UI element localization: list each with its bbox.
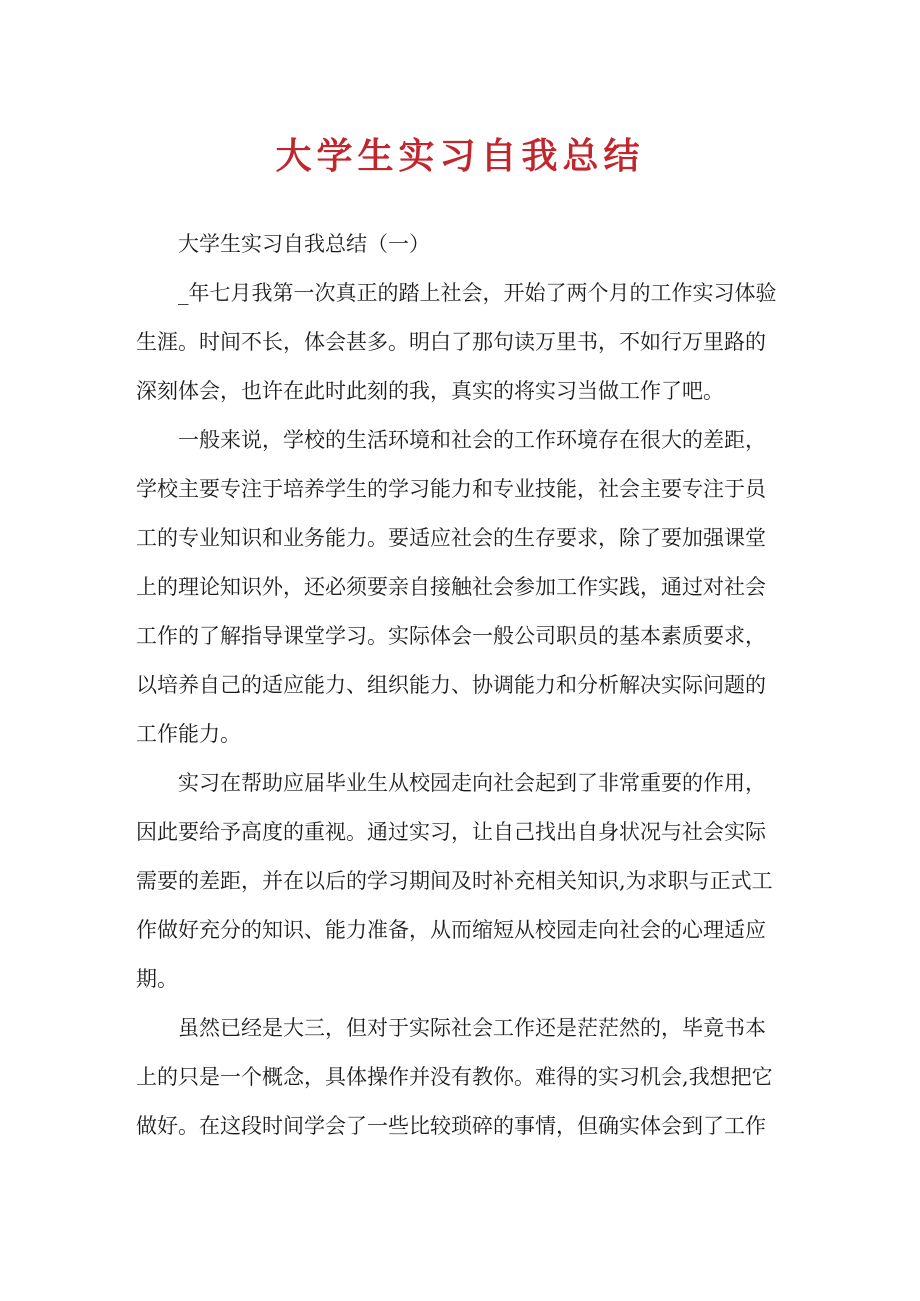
paragraph-line: 做好。在这段时间学会了一些比较琐碎的事情，但确实体会到了工作 xyxy=(136,1114,766,1138)
paragraph-line: 一般来说，学校的生活环境和社会的工作环境存在很大的差距， xyxy=(178,428,766,452)
paragraph-line: 学校主要专注于培养学生的学习能力和专业技能，社会主要专注于员 xyxy=(136,477,766,501)
paragraph-line: 上的理论知识外，还必须要亲自接触社会参加工作实践，通过对社会 xyxy=(136,575,766,599)
paragraph-line: 因此要给予高度的重视。通过实习，让自己找出自身状况与社会实际 xyxy=(136,820,766,844)
paragraph-3 xyxy=(136,759,792,1004)
paragraph-1 xyxy=(136,269,792,416)
paragraph-line: 深刻体会，也许在此时此刻的我，真实的将实习当做工作了吧。 xyxy=(136,379,724,403)
paragraph-line: 上的只是一个概念，具体操作并没有教你。难得的实习机会,我想把它 xyxy=(136,1065,773,1089)
section-heading: 大学生实习自我总结（一） xyxy=(178,232,430,256)
paragraph-line: 生涯。时间不长，体会甚多。明白了那句读万里书，不如行万里路的 xyxy=(136,330,766,354)
paragraph-line: 工的专业知识和业务能力。要适应社会的生存要求，除了要加强课堂 xyxy=(136,526,766,550)
paragraph-line: 需要的差距，并在以后的学习期间及时补充相关知识,为求职与正式工 xyxy=(136,869,773,893)
paragraph-line: 工作能力。 xyxy=(136,722,241,746)
paragraph-line: 作做好充分的知识、能力准备，从而缩短从校园走向社会的心理适应 xyxy=(136,918,766,942)
paragraph-line: 虽然已经是大三，但对于实际社会工作还是茫茫然的，毕竟书本 xyxy=(178,1016,766,1040)
paragraph-line: 工作的了解指导课堂学习。实际体会一般公司职员的基本素质要求， xyxy=(136,624,766,648)
page-title: 大学生实习自我总结 xyxy=(275,135,645,177)
paragraph-line: 期。 xyxy=(136,967,178,991)
paragraph-line: _年七月我第一次真正的踏上社会，开始了两个月的工作实习体验 xyxy=(178,281,777,305)
document-body xyxy=(136,220,792,1151)
paragraph-line: 以培养自己的适应能力、组织能力、协调能力和分析解决实际问题的 xyxy=(136,673,766,697)
paragraph-4 xyxy=(136,1004,792,1151)
paragraph-2 xyxy=(136,416,792,759)
paragraph-line: 实习在帮助应届毕业生从校园走向社会起到了非常重要的作用， xyxy=(178,771,766,795)
